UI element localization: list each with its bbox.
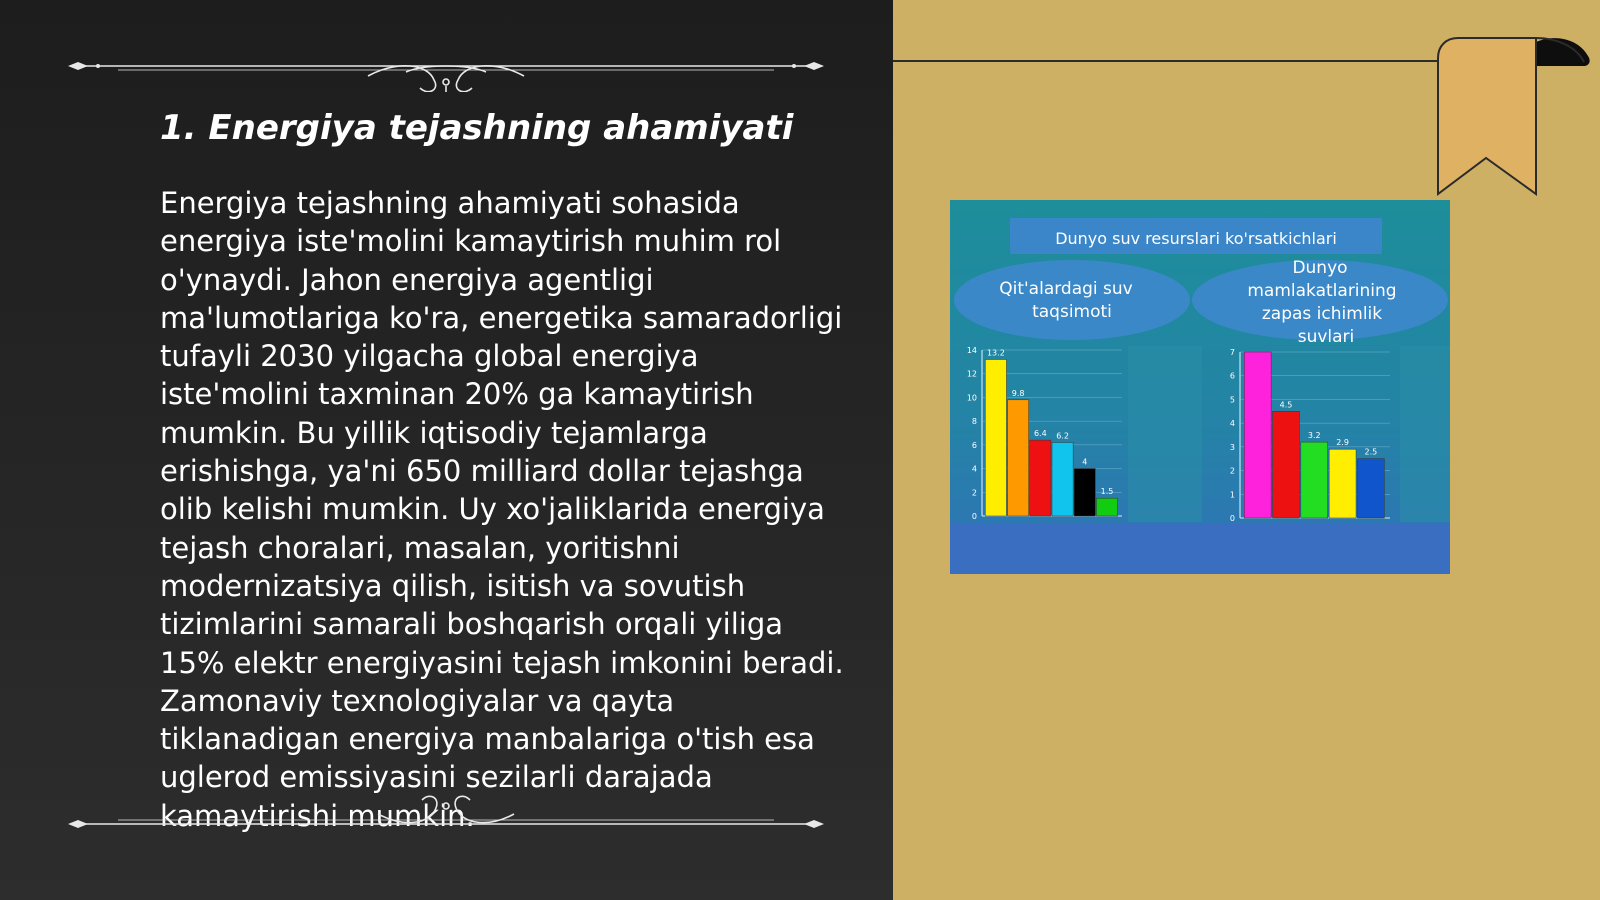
left-bubble-line-2: taqsimoti (1032, 302, 1112, 322)
slide-body-text: Energiya tejashning ahamiyati sohasida energiya iste'molini kamaytirish muhim rol o'ynaydi. Jahon energiya agentligi ma'lumotlariga ko'ra, energetika samaradorligi tufayli 2030 yilgacha global energiya iste'molini taxminan 20% ga kamaytirish mumkin. Bu yillik iqtisodiy tejamlarga erishishga, ya'ni 650 milliard dollar tejashga olib kelishi mumkin. Uy xo'jaliklarida energiya tejash choralari, masalan, yoritishni modernizatsiya qilish, isitish va sovutish tizimlarini samarali boshqarish orqali yiliga 15% elektr energiyasini tejash imkonini beradi. Zamonaviy texnologiyalar va qayta tiklanadigan energiya manbalariga o'tish esa uglerod emissiyasini sezilarli darajada kamaytirishi mumkin. (160, 186, 844, 833)
left-legend-box (1128, 346, 1202, 522)
chart-0-value-label: 1.5 (1100, 487, 1114, 497)
right-bubble-line-2: mamlakatlarining (1247, 281, 1397, 301)
chart-0-bar (1008, 400, 1029, 516)
right-legend-box (1400, 346, 1450, 522)
water-resources-image (950, 200, 1450, 574)
chart-0-bar (985, 359, 1006, 516)
left-bar-chart (967, 346, 1122, 521)
right-bar-chart (1230, 348, 1390, 523)
bottom-ornament-divider (68, 784, 824, 834)
left-bubble-line-1: Qit'alardagi suv (999, 279, 1133, 299)
right-divider-line (893, 60, 1438, 62)
right-bubble-line-1: Dunyo (1292, 258, 1348, 278)
chart-0-bar (1052, 442, 1073, 516)
chart-0-ytick-label: 8 (971, 417, 977, 427)
chart-1-bar (1273, 411, 1300, 518)
slide-title: 1. Energiya tejashning ahamiyati (160, 108, 794, 148)
chart-1-ytick-label: 6 (1229, 371, 1235, 381)
chart-0-ytick-label: 4 (971, 464, 977, 474)
chart-1-ytick-label: 7 (1229, 348, 1235, 357)
chart-1-value-label: 2.5 (1364, 447, 1378, 457)
chart-1-value-label: 3.2 (1307, 431, 1321, 441)
right-bubble-line-3: zapas ichimlik (1261, 304, 1383, 324)
chart-0-ytick-label: 10 (966, 393, 977, 403)
chart-1-bar (1357, 459, 1384, 518)
chart-1-value-label: 2.9 (1336, 438, 1349, 448)
image-banner-text: Dunyo suv resurslari ko'rsatkichlari (1055, 229, 1337, 248)
chart-0-bar (1074, 469, 1095, 516)
left-bubble (954, 260, 1190, 340)
bookmark-ribbon (1436, 36, 1596, 200)
chart-0-value-label: 9.8 (1011, 388, 1025, 398)
chart-0-ytick-label: 6 (971, 440, 977, 450)
chart-1-ytick-label: 4 (1229, 419, 1235, 429)
chart-0-ytick-label: 14 (966, 346, 977, 355)
chart-0-value-label: 6.4 (1033, 429, 1047, 439)
image-bottom-band (950, 524, 1450, 574)
top-ornament-divider (68, 42, 824, 92)
chart-1-ytick-label: 2 (1229, 466, 1235, 476)
chart-0-ytick-label: 2 (971, 488, 977, 498)
chart-0-bar (1096, 498, 1117, 516)
chart-0-ytick-label: 0 (971, 512, 977, 521)
chart-1-ytick-label: 0 (1229, 514, 1235, 523)
chart-0-value-label: 13.2 (986, 348, 1005, 358)
chart-0-value-label: 6.2 (1056, 431, 1069, 441)
chart-1-ytick-label: 3 (1229, 442, 1235, 452)
chart-1-bar (1301, 442, 1328, 518)
chart-0-ytick-label: 12 (966, 369, 977, 379)
chart-0-value-label: 4 (1082, 457, 1088, 467)
chart-1-bar (1244, 352, 1271, 518)
chart-1-bar (1329, 449, 1356, 518)
chart-0-bar (1030, 440, 1051, 516)
chart-1-ytick-label: 5 (1229, 395, 1235, 405)
chart-1-ytick-label: 1 (1229, 490, 1235, 500)
right-bubble-line-4: suvlari (1297, 327, 1355, 347)
chart-1-value-label: 4.5 (1279, 400, 1293, 410)
